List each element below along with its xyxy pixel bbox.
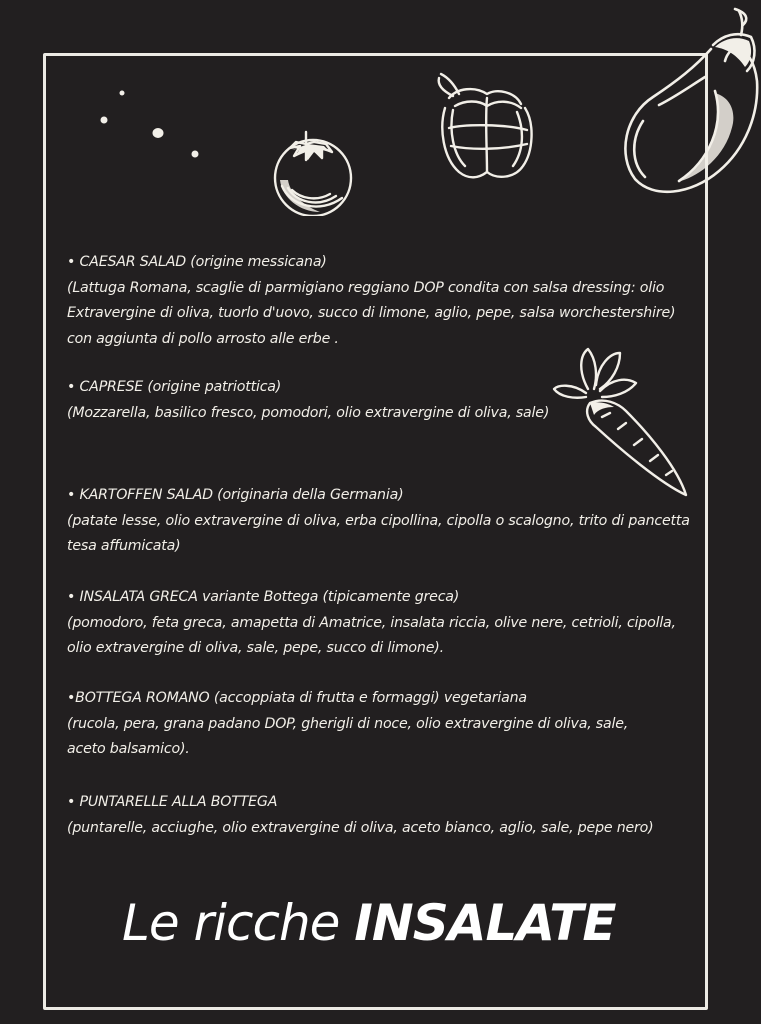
bell-pepper-icon <box>435 68 540 188</box>
menu-item-insalata-greca <box>67 585 676 662</box>
dots-decoration <box>95 85 205 160</box>
item-line: • KARTOFFEN SALAD (originaria della Germania) <box>67 487 404 503</box>
menu-item-kartoffen-salad <box>67 483 690 560</box>
item-line: (puntarelle, acciughe, olio extravergine di oliva, aceto bianco, aglio, sale, pepe nero) <box>67 819 654 836</box>
item-line: tesa affumicata) <box>67 538 181 554</box>
item-line: Extravergine di oliva, tuorlo d'uovo, succo di limone, aglio, pepe, salsa worchestershire) <box>67 305 676 321</box>
carrot-icon <box>550 345 695 500</box>
item-line: con aggiunta di pollo arrosto alle erbe . <box>67 330 339 347</box>
item-line: • PUNTARELLE ALLA BOTTEGA <box>67 794 278 810</box>
item-line: aceto balsamico). <box>67 741 190 757</box>
menu-item-caprese <box>67 375 549 426</box>
item-line: (pomodoro, feta greca, amapetta di Amatrice, insalata riccia, olive nere, cetrioli, cipolla, <box>67 614 676 631</box>
menu-item-puntarelle <box>67 790 654 841</box>
item-line: (patate lesse, olio extravergine di oliva, erba cipollina, cipolla o scalogno, trito di pancetta <box>67 512 690 529</box>
item-line: • CAPRESE (origine patriottica) <box>67 379 282 395</box>
tomato-icon <box>270 128 358 216</box>
title-part-2: INSALATE <box>354 894 616 952</box>
item-line: •BOTTEGA ROMANO (accoppiata di frutta e formaggi) vegetariana <box>67 690 527 706</box>
item-line: (rucola, pera, grana padano DOP, gherigli di noce, olio extravergine di oliva, sale, <box>67 715 629 732</box>
title-part-1: Le ricche <box>122 894 355 952</box>
menu-item-bottega-romano <box>67 686 628 763</box>
item-line: (Mozzarella, basilico fresco, pomodori, olio extravergine di oliva, sale) <box>67 404 550 421</box>
menu-item-caesar-salad <box>67 250 675 352</box>
item-line: olio extravergine di oliva, sale, pepe, succo di limone). <box>67 640 444 656</box>
item-line: • INSALATA GRECA variante Bottega (tipicamente greca) <box>67 589 460 605</box>
eggplant-icon <box>615 5 761 201</box>
page-title <box>122 883 616 963</box>
item-line: (Lattuga Romana, scaglie di parmigiano reggiano DOP condita con salsa dressing: olio <box>67 279 665 296</box>
item-line: • CAESAR SALAD (origine messicana) <box>67 254 327 270</box>
